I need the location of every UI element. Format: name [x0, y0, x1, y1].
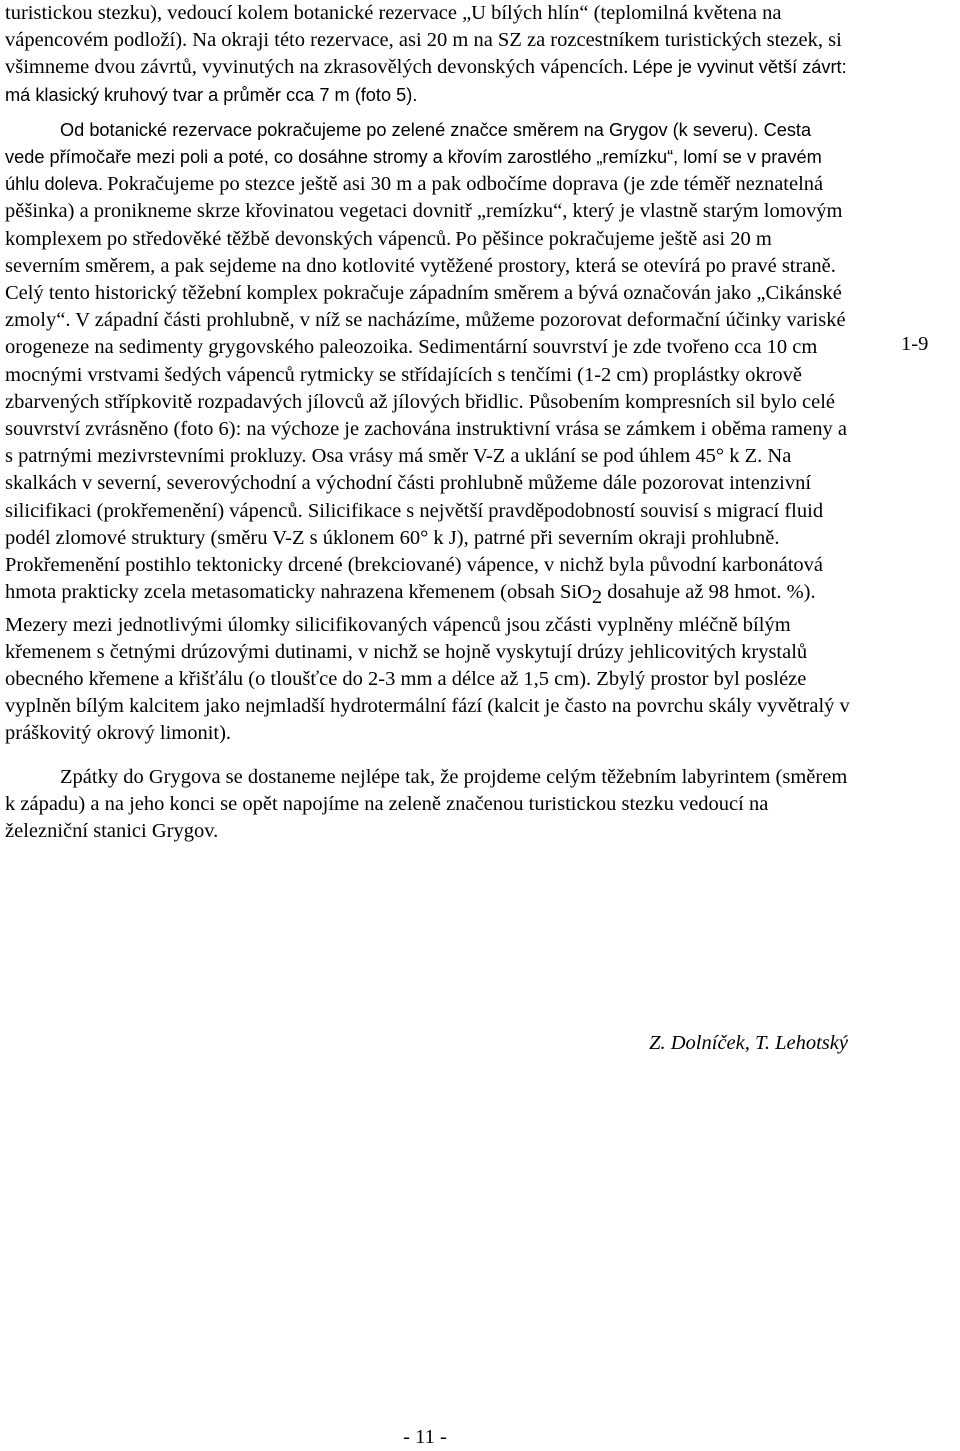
paragraph-1-sentence-2: Lépe je vyvinut větší závrt: má klasický kruhový tvar a průměr cca 7 m (foto 5).: [5, 57, 847, 105]
subscript-2: 2: [591, 586, 603, 609]
margin-note: 1-9: [901, 333, 929, 355]
paragraph-1-sentence-1: turistickou stezku), vedoucí kolem botanické rezervace „U bílých hlín“ (teplomilná květena na vápencovém podloží). Na okraji této rezervace, asi 20 m na SZ za rozcestníkem turistických stezek, si všimneme dvou závrtů, vyvinutých na zkrasovělých devonských vápencích.: [5, 2, 842, 79]
paragraph-2-sentence-4: dosahuje až 98 hmot. %). Mezery mezi jednotlivými úlomky silicifikovaných vápenců jsou zčásti vyplněny mléčně bílým křemenem s četnými drúzovými dutinami, v nichž se hojně vyskytují drúzy jehlicovitých krystalů obecného křemene a křišťálu (o tloušťce do 2-3 mm a délce až 1,5 cm). Zbylý prostor byl posléze vyplněn bílým kalcitem jako nejmladší hydrotermální fází (kalcit je často na povrchu skály vyvětralý v práškovitý okrový limonit).: [5, 581, 850, 745]
paragraph-3: Zpátky do Grygova se dostaneme nejlépe tak, že projdeme celým těžebním labyrintem (směrem k západu) a na jeho konci se opět napojíme na zeleně značenou turistickou stezku vedoucí na železniční stanici Grygov.: [5, 765, 848, 843]
paragraph-1: [5, 0, 850, 109]
paragraph-2-sentence-2: Pokračujeme po stezce ještě asi 30 m a pak odbočíme doprava (je zde téměř neznatelná pěšinka) a pronikneme skrze křovinatou vegetaci dovnitř „remízku“, který je vlastně starým lomovým komplexem po středověké těžbě devonských vápenců.: [5, 173, 843, 250]
paragraph-2: [5, 117, 850, 748]
document-body: [5, 0, 850, 845]
paragraph-2-sentence-3: Po pěšince pokračujeme ještě asi 20 m severním směrem, a pak sejdeme na dno kotlovité vytěžené prostory, která se otevírá po pravé straně. Celý tento historický těžební komplex pokračuje západním směrem a bývá označován jako „Cikánské zmoly“. V západní části prohlubně, v níž se nacházíme, můžeme pozorovat deformační účinky variské orogeneze na sedimenty grygovského paleozoika. Sedimentární souvrství je zde tvořeno cca 10 cm mocnými vrstvami šedých vápenců rytmicky se střídajících s tenčími (1-2 cm) proplástky okrově zbarvených střípkovitě rozpadavých jílovců až jílových břidlic. Působením kompresních sil bylo celé souvrství zvrásněno (foto 6): na výchoze je zachována instruktivní vrása se zámkem i oběma rameny a s patrnými mezivrstevními prokluzy. Osa vrásy má směr V-Z a uklání se pod úhlem 45° k Z. Na skalkách v severní, severovýchodní a východní části prohlubně můžeme dále pozorovat intenzivní silicifikaci (prokřemenění) vápenců. Silicifikace s největší pravděpodobností souvisí s migrací fluid podél zlomové struktury (směru V-Z s úklonem 60° k J), patrné při severním okraji prohlubně. Prokřemenění postihlo tektonicky drcené (brekciované) vápence, v nichž byla původní karbonátová hmota prakticky zcela metasomaticky nahrazena křemenem (obsah SiO: [5, 227, 847, 604]
paragraph-2-sentence-1: Od botanické rezervace pokračujeme po zelené značce směrem na Grygov (k severu). Cesta vede přímočaře mezi poli a poté, co dosáhne stromy a křovím zarostlého „remízku“, lomí se v pravém úhlu doleva.: [5, 119, 822, 195]
page-number: - 11 -: [403, 1426, 447, 1448]
authors: Z. Dolníček, T. Lehotský: [649, 1032, 848, 1054]
